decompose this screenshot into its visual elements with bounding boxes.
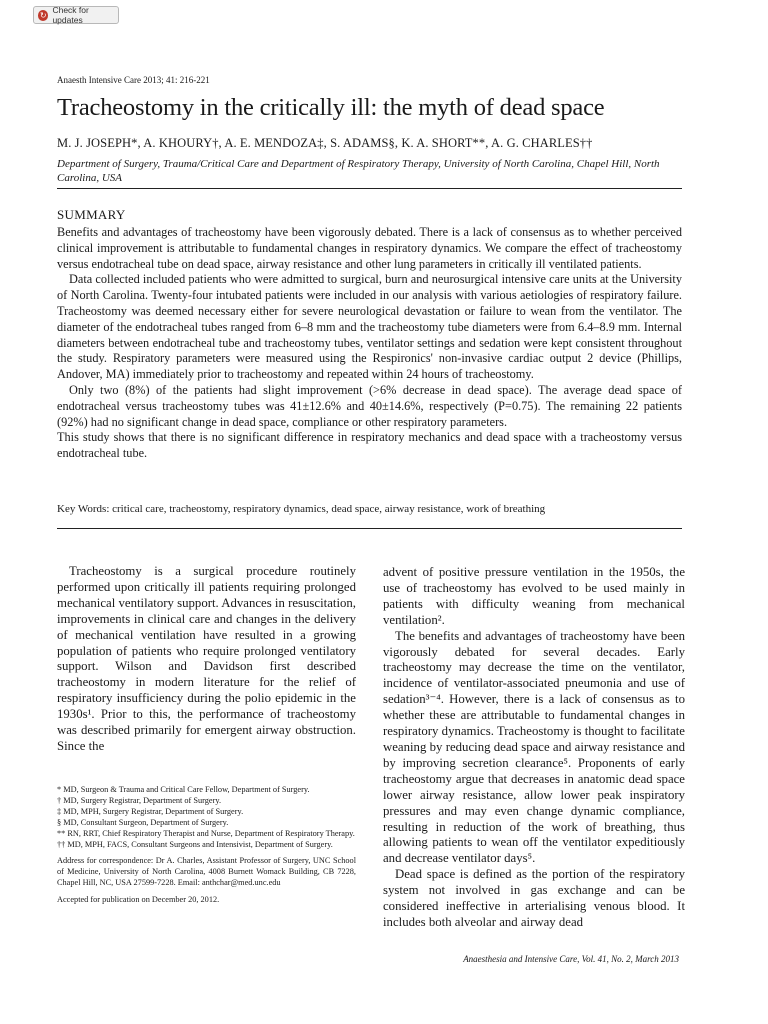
summary-abstract [57,225,682,462]
check-for-updates-label: Check for updates [52,5,89,25]
body-paragraph: The benefits and advantages of tracheostomy have been vigorously debated for several decades. Early tracheostomy may decrease the time on the ventilator, incidence of ventilator-associated pneumonia and use of sedation³⁻⁴. However, there is a lack of consensus as to whether these are attributable to fundamental changes in respiratory dynamics. Tracheostomy is thought to facilitate weaning by reducing dead space and airway resistance and by improving secretion clearance⁵. Proponents of early tracheostomy argue that decreases in anatomic dead space lower airway resistance, allow lower peak inspiratory pressures and may even change dynamic compliance, resulting in reduction of the work of breathing, thus allowing patients to wean off the ventilator expeditiously and decrease ventilator days⁵. [383,628,685,866]
body-paragraph: Tracheostomy is a surgical procedure routinely performed upon critically ill patients requiring prolonged mechanical ventilatory support. Advances in resuscitation, improvements in clinical care and changes in the delivery of mechanical ventilation have resulted in a growing population of patients who require prolonged ventilatory support. Wilson and Davidson first described tracheostomy in modern literature for the relief of respiratory insufficiency during the polio epidemic in the 1930s¹. Prior to this, the performance of tracheostomy was described primarily for emergent airway obstruction. Since the [57,564,356,753]
body-paragraph: Dead space is defined as the portion of the respiratory system not involved in gas exchange and can be considered ineffective in arterialising venous blood. It includes both alveolar and airway dead [383,867,685,929]
body-column-left [57,564,356,755]
correspondence-address: Address for correspondence: Dr A. Charles, Assistant Professor of Surgery, UNC School of Medicine, University of North Carolina, 4008 Burnett Womack Building, CB 7228, Chapel Hill, NC, USA 27599-7228. Email: anthchar@med.unc.edu [57,856,356,888]
check-updates-icon: ↻ [39,10,47,20]
footnote-item: ‡ MD, MPH, Surgery Registrar, Department of Surgery. [57,806,244,816]
journal-citation: Anaesth Intensive Care 2013; 41: 216-221 [57,75,210,85]
summary-heading: SUMMARY [57,207,126,222]
affiliation: Department of Surgery, Trauma/Critical Care and Department of Respiratory Therapy, University of North Carolina, Chapel Hill, North Carolina, USA [57,158,660,184]
author-list: M. J. JOSEPH*, A. KHOURY†, A. E. MENDOZA‡, S. ADAMS§, K. A. SHORT**, A. G. CHARLES†† [57,136,593,150]
key-words: Key Words: critical care, tracheostomy, respiratory dynamics, dead space, airway resistance, work of breathing [57,503,546,515]
header-divider [57,188,682,189]
summary-paragraph: Data collected included patients who were admitted to surgical, burn and neurosurgical intensive care units at the University of North Carolina. Twenty-four intubated patients were included in our analysis with various aetiologies of respiratory failure. Tracheostomy was deemed necessary either for severe neurological devastation or failure to wean from the ventilator. The diameter of the endotracheal tubes ranged from 6–8 mm and the tracheostomy tube diameters were from 6.4–8.9 mm. Internal diameters between endotracheal tube and tracheostomy tubes, ventilator settings and sedation were kept consistent throughout the study. Respiratory parameters were measured using the Respironics' non-invasive cardiac output 2 device (Phillips, Andover, MA) immediately prior to tracheostomy and repeated within 24 hours of tracheostomy. [57,272,682,382]
check-for-updates-button[interactable] [33,6,119,24]
summary-paragraph: Benefits and advantages of tracheostomy have been vigorously debated. There is a lack of consensus as to whether perceived clinical improvement is attributable to fundamental changes in respiratory dynamics. We compare the effect of tracheostomy versus endotracheal tube on dead space, airway resistance and other lung parameters in critically ill ventilated patients. [57,225,682,271]
article-title: Tracheostomy in the critically ill: the myth of dead space [57,94,605,121]
body-column-right [383,565,685,931]
summary-paragraph: This study shows that there is no significant difference in respiratory mechanics and dead space with a tracheostomy versus endotracheal tube. [57,430,682,461]
footnote-item: † MD, Surgery Registrar, Department of Surgery. [57,795,222,805]
footnote-item: § MD, Consultant Surgeon, Department of Surgery. [57,817,229,827]
summary-paragraph: Only two (8%) of the patients had slight improvement (>6% decrease in dead space). The average dead space of endotracheal versus tracheostomy tubes was 41±12.6% and 40±14.6%, respectively (P=0.75). The remaining 22 patients (92%) had no significant change in dead space, compliance or other respiratory parameters. [57,382,682,429]
summary-divider [57,528,682,529]
journal-footer: Anaesthesia and Intensive Care, Vol. 41, No. 2, March 2013 [463,954,679,964]
body-paragraph: advent of positive pressure ventilation in the 1950s, the use of tracheostomy has evolved to be used mainly in patients with difficulty weaning from mechanical ventilation². [383,565,685,627]
footnote-item: * MD, Surgeon & Trauma and Critical Care Fellow, Department of Surgery. [57,785,310,794]
acceptance-date: Accepted for publication on December 20, 2012. [57,895,220,905]
footnotes [57,785,356,906]
footnote-item: ** RN, RRT, Chief Respiratory Therapist and Nurse, Department of Respiratory Therapy. [57,828,355,838]
footnote-item: †† MD, MPH, FACS, Consultant Surgeons and Intensivist, Department of Surgery. [57,839,333,849]
